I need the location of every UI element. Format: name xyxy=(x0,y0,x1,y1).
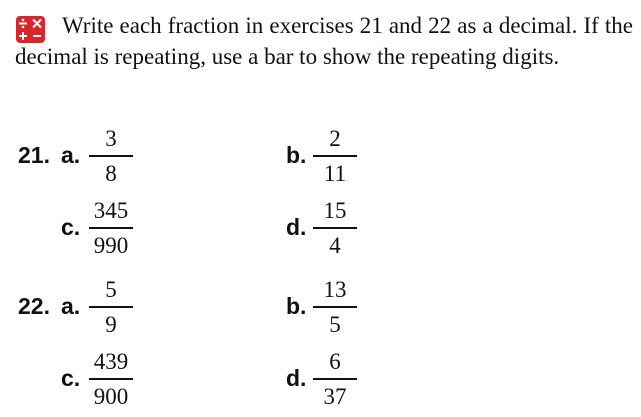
part-letter: d. xyxy=(286,214,307,240)
numerator: 345 xyxy=(93,198,129,223)
part-letter: a. xyxy=(61,142,81,168)
numerator: 439 xyxy=(93,349,129,374)
fraction xyxy=(313,197,357,259)
numerator: 6 xyxy=(329,349,341,374)
numerator: 2 xyxy=(329,126,341,151)
denominator: 4 xyxy=(329,232,341,258)
part-letter: b. xyxy=(286,142,307,168)
fraction-bar xyxy=(89,378,133,380)
denominator: 900 xyxy=(93,383,129,409)
denominator: 9 xyxy=(105,311,117,337)
part-letter: b. xyxy=(286,293,307,319)
fraction-bar xyxy=(313,306,357,308)
fraction-bar xyxy=(313,378,357,380)
exercise-number: 21. xyxy=(18,142,50,168)
denominator: 5 xyxy=(329,311,341,337)
fraction xyxy=(89,197,133,259)
fraction-bar xyxy=(89,306,133,308)
fraction-bar xyxy=(313,155,357,157)
fraction xyxy=(89,348,133,410)
fraction-bar xyxy=(313,227,357,229)
denominator: 990 xyxy=(93,232,129,258)
fraction-bar xyxy=(89,155,133,157)
numerator: 15 xyxy=(323,198,347,223)
part-letter: c. xyxy=(61,365,81,391)
denominator: 37 xyxy=(323,383,347,409)
fraction xyxy=(313,348,357,410)
numerator: 3 xyxy=(105,126,117,151)
denominator: 8 xyxy=(105,160,117,186)
fraction xyxy=(313,276,357,338)
fraction xyxy=(89,276,133,338)
instructions-text: Write each fraction in exercises 21 and 22 as a decimal. If the decimal is repeating, use a bar to show the repeating digits. xyxy=(15,13,633,69)
denominator: 11 xyxy=(323,160,347,186)
fraction xyxy=(313,125,357,187)
numerator: 5 xyxy=(105,277,117,302)
part-letter: c. xyxy=(61,214,81,240)
fraction-bar xyxy=(89,227,133,229)
exercise-number: 22. xyxy=(18,293,50,319)
part-letter: a. xyxy=(61,293,81,319)
fraction xyxy=(89,125,133,187)
part-letter: d. xyxy=(286,365,307,391)
numerator: 13 xyxy=(323,277,347,302)
